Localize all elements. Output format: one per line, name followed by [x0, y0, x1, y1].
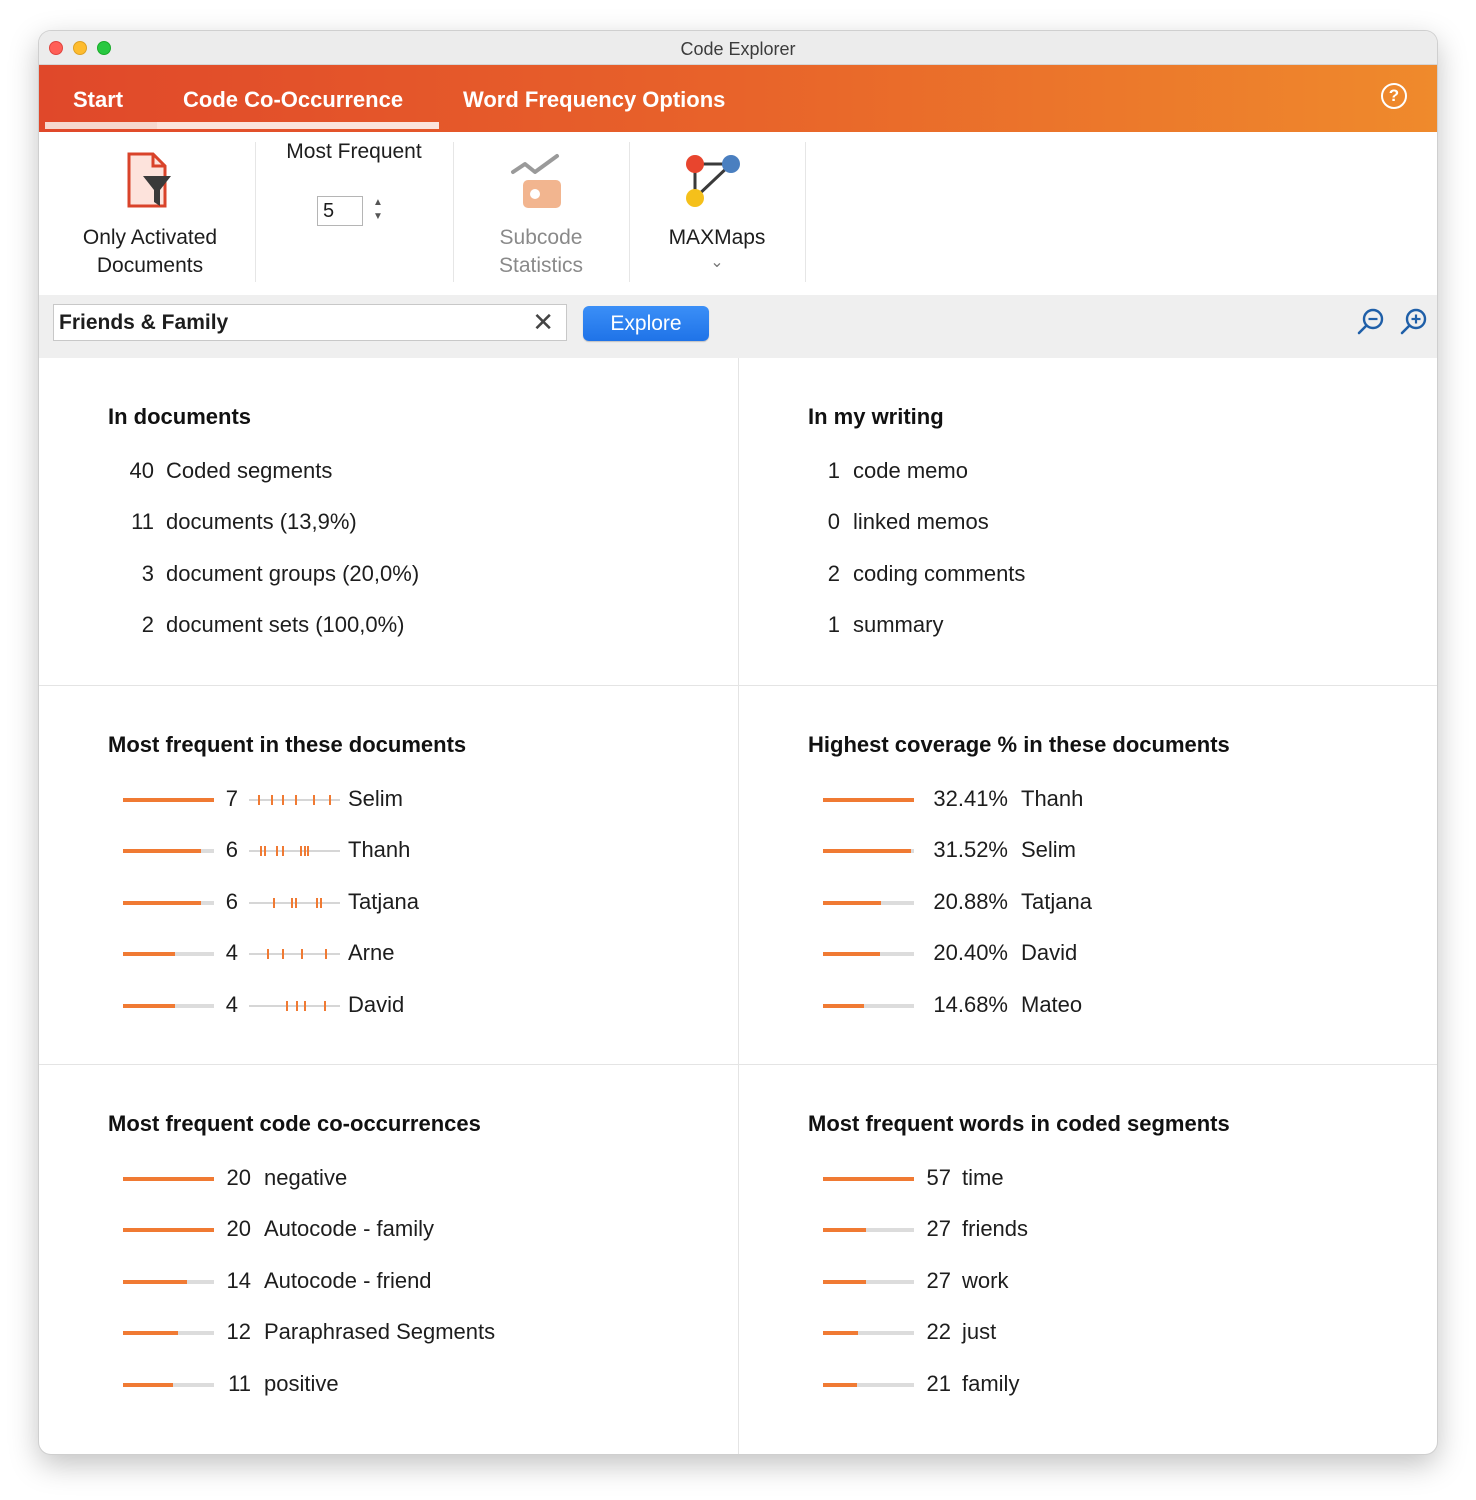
count-value: 20: [226, 1216, 251, 1241]
frequency-bar: [123, 1383, 214, 1387]
code-label: positive: [264, 1371, 339, 1396]
only-activated-documents-button[interactable]: [45, 132, 255, 295]
segment-tick: [295, 795, 297, 805]
count-value: 12: [226, 1319, 251, 1344]
explore-button[interactable]: Explore: [583, 306, 709, 341]
segment-tick: [271, 795, 273, 805]
frequency-bar: [123, 798, 214, 802]
tab-code-co-occurrence[interactable]: Code Co-Occurrence: [183, 87, 404, 112]
coverage-bar-fill: [823, 849, 911, 853]
count-value: 27: [926, 1268, 951, 1293]
document-label: Selim: [348, 786, 404, 811]
document-label: David: [348, 992, 405, 1017]
segment-tick: [291, 898, 293, 908]
frequency-bar-fill: [823, 1331, 858, 1335]
count-value: 57: [926, 1165, 951, 1190]
frequency-bar: [823, 1280, 914, 1284]
document-distribution-strip: [249, 850, 340, 852]
coverage-bar-fill: [823, 901, 881, 905]
frequent-words-title: Most frequent words in coded segments: [808, 1111, 1230, 1136]
column-divider: [738, 358, 739, 1454]
frequency-bar-fill: [823, 1280, 866, 1284]
ribbon-tab-bar: [39, 65, 1437, 132]
coverage-bar: [823, 798, 914, 802]
most-frequent-group: [255, 132, 453, 295]
toolbar-divider: [805, 142, 806, 282]
item-label: document groups (20,0%): [166, 561, 420, 586]
coverage-bar: [823, 901, 914, 905]
row-divider: [39, 685, 1437, 686]
frequency-bar-fill: [823, 1228, 866, 1232]
count-value: 40: [129, 458, 154, 483]
segment-tick: [313, 795, 315, 805]
segment-tick: [282, 795, 284, 805]
code-search-bar: [39, 295, 1437, 358]
code-label: Autocode - friend: [264, 1268, 432, 1293]
only-activated-label-1: Only Activated: [82, 226, 218, 249]
frequency-bar: [123, 1280, 214, 1284]
word-label: just: [962, 1319, 997, 1344]
count-value: 21: [926, 1371, 951, 1396]
code-label: Autocode - family: [264, 1216, 434, 1241]
count-value: 6: [225, 889, 238, 914]
count-value: 7: [225, 786, 238, 811]
count-value: 4: [225, 992, 238, 1017]
frequency-bar-fill: [123, 798, 214, 802]
count-value: 1: [827, 612, 840, 637]
frequency-bar-fill: [123, 1004, 175, 1008]
ribbon-toolbar: [39, 132, 1437, 295]
segment-tick: [258, 795, 260, 805]
count-value: 11: [131, 509, 154, 534]
most-frequent-documents-title: Most frequent in these documents: [108, 732, 467, 757]
segment-tick: [329, 795, 331, 805]
item-label: code memo: [853, 458, 968, 483]
frequency-bar-fill: [123, 1228, 214, 1232]
segment-tick: [276, 846, 278, 856]
coverage-bar: [823, 1004, 914, 1008]
coverage-value: 20.88%: [933, 889, 1008, 914]
segment-tick: [295, 898, 297, 908]
frequency-bar: [823, 1177, 914, 1181]
frequency-bar: [123, 1331, 214, 1335]
most-frequent-title: Most Frequent: [286, 140, 422, 163]
most-frequent-input[interactable]: 5: [317, 196, 363, 226]
frequency-bar-fill: [823, 1177, 914, 1181]
frequency-bar-fill: [123, 1280, 187, 1284]
segment-tick: [307, 846, 309, 856]
maxmaps-icon: [683, 150, 747, 214]
in-documents-title: In documents: [108, 404, 252, 429]
frequency-bar-fill: [123, 901, 201, 905]
code-search-input[interactable]: [53, 304, 567, 341]
tab-cooccurrence-indicator: [157, 122, 439, 129]
maxmaps-button[interactable]: [629, 132, 805, 295]
item-label: summary: [853, 612, 944, 637]
frequency-bar-fill: [123, 1383, 173, 1387]
document-label: Tatjana: [348, 889, 419, 914]
document-label: Selim: [1021, 837, 1077, 862]
segment-tick: [282, 846, 284, 856]
document-label: Arne: [348, 940, 395, 965]
in-my-writing-title: In my writing: [808, 404, 944, 429]
word-label: friends: [962, 1216, 1029, 1241]
segment-tick: [300, 846, 302, 856]
document-label: Mateo: [1021, 992, 1083, 1017]
count-value: 11: [228, 1371, 251, 1396]
word-label: family: [962, 1371, 1020, 1396]
frequency-bar-fill: [823, 1383, 857, 1387]
frequency-bar-fill: [123, 1331, 178, 1335]
row-divider: [39, 1064, 1437, 1065]
segment-tick: [325, 949, 327, 959]
frequency-bar-fill: [123, 1177, 214, 1181]
help-icon[interactable]: ?: [1381, 83, 1407, 109]
frequency-bar: [823, 1383, 914, 1387]
zoom-in-icon[interactable]: [1399, 307, 1429, 337]
code-label: negative: [264, 1165, 348, 1190]
coverage-bar-fill: [823, 798, 914, 802]
coverage-value: 20.40%: [933, 940, 1008, 965]
coverage-value: 31.52%: [933, 837, 1008, 862]
count-value: 1: [827, 458, 840, 483]
coverage-bar-fill: [823, 952, 880, 956]
frequency-bar: [123, 1004, 214, 1008]
item-label: coding comments: [853, 561, 1026, 586]
document-distribution-strip: [249, 902, 340, 904]
frequency-bar-fill: [123, 849, 201, 853]
frequency-bar: [123, 849, 214, 853]
segment-tick: [304, 846, 306, 856]
coverage-bar: [823, 952, 914, 956]
word-label: work: [962, 1268, 1009, 1293]
frequency-bar: [123, 901, 214, 905]
segment-tick: [260, 846, 262, 856]
segment-tick: [316, 898, 318, 908]
coverage-bar-fill: [823, 1004, 864, 1008]
code-search-value: Friends & Family: [59, 311, 229, 334]
count-value: 22: [926, 1319, 951, 1344]
tab-word-frequency-options[interactable]: Word Frequency Options: [463, 87, 726, 112]
coverage-value: 14.68%: [933, 992, 1008, 1017]
count-value: 27: [926, 1216, 951, 1241]
segment-tick: [296, 1001, 298, 1011]
document-label: Thanh: [348, 837, 411, 862]
count-value: 14: [226, 1268, 251, 1293]
segment-tick: [301, 949, 303, 959]
document-distribution-strip: [249, 953, 340, 955]
frequency-bar: [123, 952, 214, 956]
tab-start-indicator: [45, 122, 157, 129]
segment-tick: [264, 846, 266, 856]
count-value: 3: [141, 561, 154, 586]
subcode-label-2: Statistics: [498, 254, 584, 277]
coverage-value: 32.41%: [933, 786, 1008, 811]
count-value: 2: [827, 561, 840, 586]
subcode-label-1: Subcode: [499, 226, 583, 249]
document-label: David: [1021, 940, 1078, 965]
item-label: linked memos: [853, 509, 989, 534]
clear-icon[interactable]: ✕: [532, 307, 554, 337]
code-label: Paraphrased Segments: [264, 1319, 496, 1344]
segment-tick: [324, 1001, 326, 1011]
count-value: 6: [225, 837, 238, 862]
subcode-statistics-button[interactable]: [453, 132, 629, 295]
segment-tick: [286, 1001, 288, 1011]
frequency-bar: [823, 1331, 914, 1335]
word-label: time: [962, 1165, 1004, 1190]
frequency-bar: [123, 1228, 214, 1232]
code-explorer-window: [39, 31, 1437, 1454]
count-value: 0: [827, 509, 840, 534]
highest-coverage-title: Highest coverage % in these documents: [808, 732, 1230, 757]
coverage-bar: [823, 849, 914, 853]
segment-tick: [304, 1001, 306, 1011]
explorer-content: [39, 358, 1437, 1454]
segment-tick: [282, 949, 284, 959]
tab-start[interactable]: Start: [73, 87, 124, 112]
document-label: Tatjana: [1021, 889, 1092, 914]
zoom-out-icon[interactable]: [1356, 307, 1386, 337]
segment-tick: [320, 898, 322, 908]
item-label: Coded segments: [166, 458, 333, 483]
stepper-arrows-icon[interactable]: ▲ ▼: [373, 197, 383, 222]
document-distribution-strip: [249, 799, 340, 801]
count-value: 20: [226, 1165, 251, 1190]
chevron-down-icon[interactable]: ⌄: [710, 254, 724, 271]
frequency-bar-fill: [123, 952, 175, 956]
maxmaps-label: MAXMaps: [668, 226, 766, 249]
item-label: document sets (100,0%): [166, 612, 405, 637]
frequency-bar: [823, 1228, 914, 1232]
item-label: documents (13,9%): [166, 509, 357, 534]
title-bar: [39, 31, 1437, 65]
code-cooccurrences-title: Most frequent code co-occurrences: [108, 1111, 481, 1136]
count-value: 4: [225, 940, 238, 965]
window-title: Code Explorer: [680, 39, 796, 59]
document-distribution-strip: [249, 1005, 340, 1007]
frequency-bar: [123, 1177, 214, 1181]
document-label: Thanh: [1021, 786, 1084, 811]
segment-tick: [273, 898, 275, 908]
subcode-statistics-icon: [509, 152, 569, 214]
document-filter-icon: [123, 152, 175, 212]
segment-tick: [267, 949, 269, 959]
count-value: 2: [141, 612, 154, 637]
only-activated-label-2: Documents: [96, 254, 204, 277]
